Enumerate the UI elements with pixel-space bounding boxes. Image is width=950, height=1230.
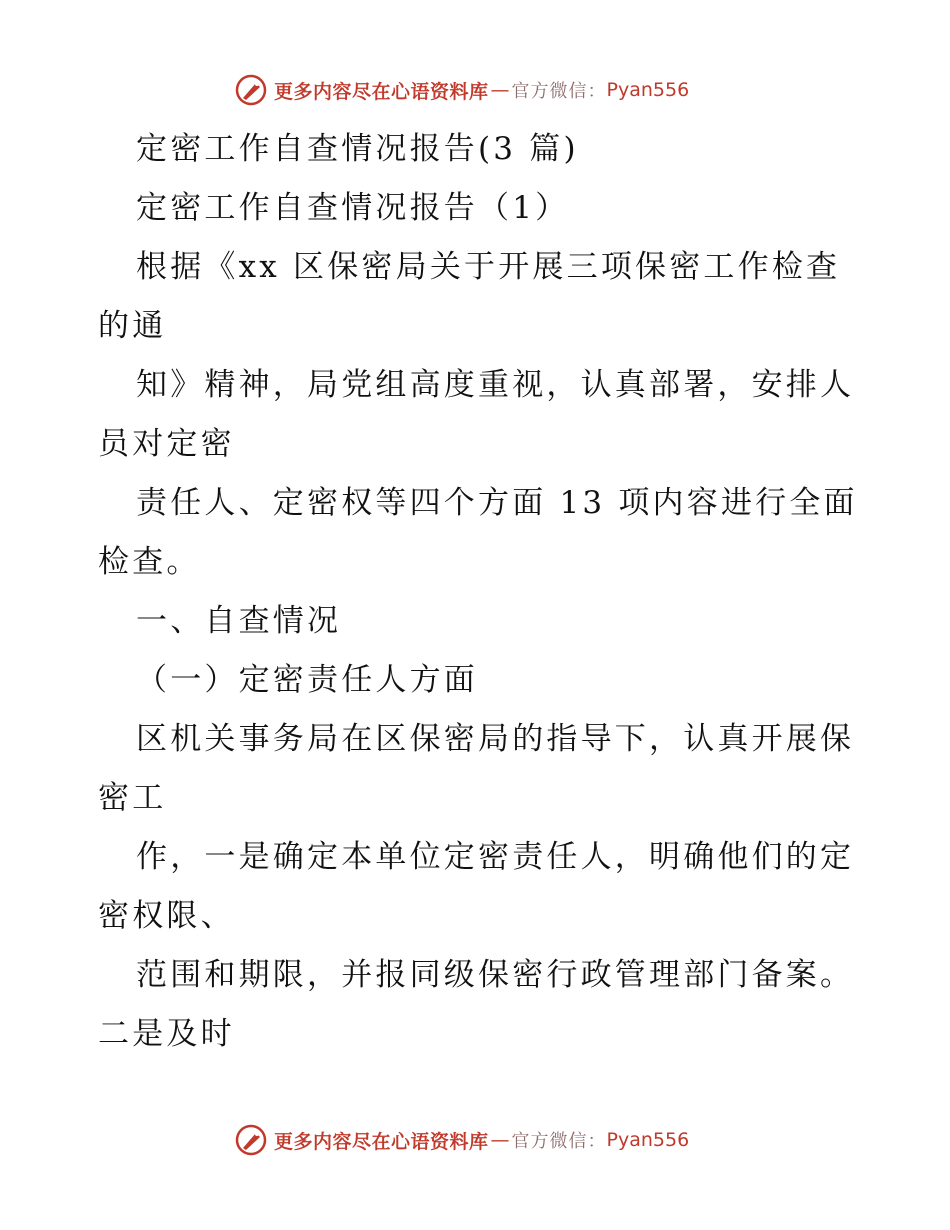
body-line: 检查。 — [98, 544, 201, 580]
footer-watermark — [234, 1122, 689, 1158]
body-line: 密权限、 — [98, 898, 235, 934]
body-line: 密工 — [98, 780, 167, 816]
subheading-responsible-person: （一）定密责任人方面 — [136, 662, 478, 698]
watermark-separator: — — [490, 1129, 510, 1151]
body-line: 责任人、定密权等四个方面 13 项内容进行全面 — [136, 485, 858, 521]
heading-self-check: 一、自查情况 — [136, 603, 342, 639]
body-line: 范围和期限，并报同级保密行政管理部门备案。 — [136, 957, 855, 993]
body-line: 作，一是确定本单位定密责任人，明确他们的定 — [136, 839, 855, 875]
watermark-text: 更多内容尽在心语资料库 — [274, 1130, 489, 1153]
header-watermark — [234, 72, 689, 108]
section-title: 定密工作自查情况报告（1） — [136, 190, 570, 226]
body-line: 员对定密 — [98, 426, 235, 462]
pen-nib-logo-icon — [234, 1123, 268, 1157]
watermark-contact-label: 官方微信： — [511, 81, 607, 102]
body-line: 知》精神，局党组高度重视，认真部署，安排人 — [136, 367, 855, 403]
watermark-separator: — — [490, 79, 510, 101]
document-body — [98, 120, 858, 1064]
body-line: 根据《xx 区保密局关于开展三项保密工作检查 — [136, 249, 841, 285]
watermark-wechat-id: Pyan556 — [606, 79, 690, 101]
watermark-wechat-id: Pyan556 — [606, 1129, 690, 1151]
pen-nib-logo-icon — [234, 73, 268, 107]
body-line: 区机关事务局在区保密局的指导下，认真开展保 — [136, 721, 855, 757]
body-line: 的通 — [98, 308, 167, 344]
watermark-text: 更多内容尽在心语资料库 — [274, 80, 489, 103]
watermark-contact-label: 官方微信： — [511, 1131, 607, 1152]
document-title: 定密工作自查情况报告(3 篇) — [136, 131, 579, 167]
body-line: 二是及时 — [98, 1016, 235, 1052]
